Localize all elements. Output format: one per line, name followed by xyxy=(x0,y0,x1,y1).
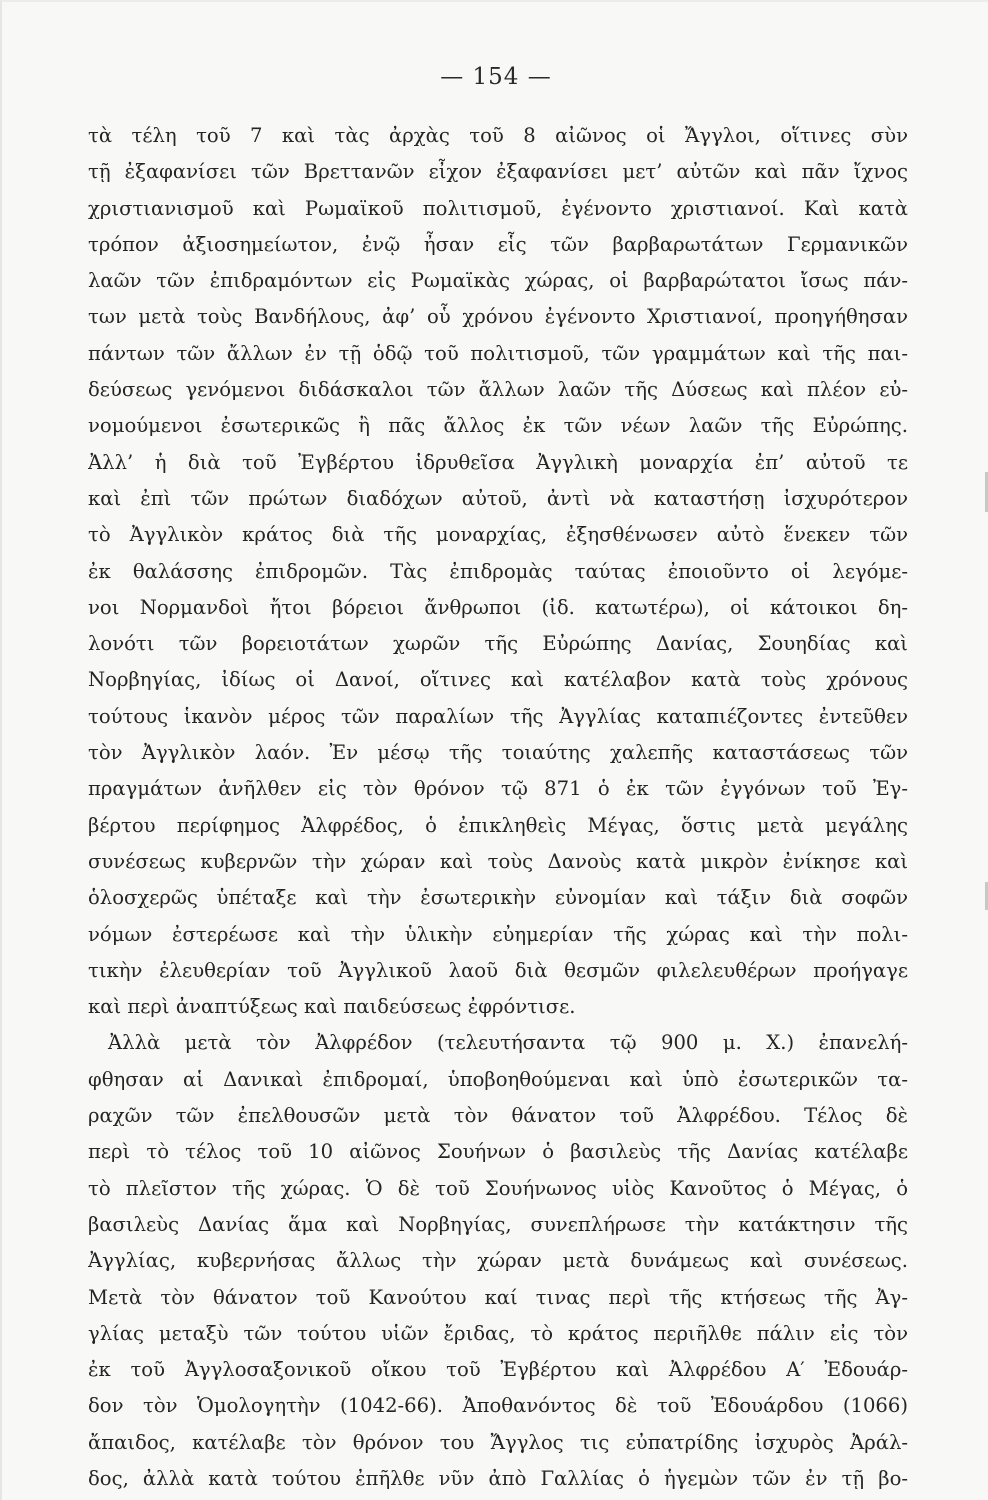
text-line: γλίας μεταξὺ τῶν τούτου υἱῶν ἔριδας, τὸ κράτος περιῆλθε πάλιν εἰς τὸν xyxy=(88,1321,908,1345)
text-line: πάντων τῶν ἄλλων ἐν τῇ ὁδῷ τοῦ πολιτισμοῦ, τῶν γραμμάτων καὶ τῆς παι- xyxy=(88,341,908,365)
text-line: τὸ πλεῖστον τῆς χώρας. Ὁ δὲ τοῦ Σουήνωνος υἱὸς Κανοῦτος ὁ Μέγας, ὁ xyxy=(88,1176,908,1200)
text-line: τικὴν ἐλευθερίαν τοῦ Ἀγγλικοῦ λαοῦ διὰ θεσμῶν φιλελευθέρων προήγαγε xyxy=(88,958,908,982)
text-line: περὶ τὸ τέλος τοῦ 10 αἰῶνος Σουήνων ὁ βασιλεὺς τῆς Δανίας κατέλαβε xyxy=(88,1140,908,1164)
text-line: βασιλεὺς Δανίας ἅμα καὶ Νορβηγίας, συνεπλήρωσε τὴν κατάκτησιν τῆς xyxy=(88,1212,908,1236)
text-line: ἐκ τοῦ Ἀγγλοσαξονικοῦ οἴκου τοῦ Ἐγβέρτου καὶ Ἀλφρέδου Α′ Ἐδουάρ- xyxy=(88,1358,908,1382)
body-text xyxy=(88,118,908,1497)
text-line: πραγμάτων ἀνῆλθεν εἰς τὸν θρόνον τῷ 871 ὁ ἐκ τῶν ἐγγόνων τοῦ Ἐγ- xyxy=(88,777,908,801)
text-line: δος, ἀλλὰ κατὰ τούτου ἐπῆλθε νῦν ἀπὸ Γαλλίας ὁ ἡγεμὼν τῶν ἐν τῇ βο- xyxy=(88,1466,908,1490)
text-line: φθησαν αἱ Δανικαὶ ἐπιδρομαί, ὑποβοηθούμεναι καὶ ὑπὸ ἐσωτερικῶν τα- xyxy=(88,1067,908,1091)
text-line: Ἀγγλίας, κυβερνήσας ἄλλως τὴν χώραν μετὰ δυνάμεως καὶ συνέσεως. xyxy=(88,1249,908,1273)
text-line: ἐκ θαλάσσης ἐπιδρομῶν. Τὰς ἐπιδρομὰς ταύτας ἐποιοῦντο οἱ λεγόμε- xyxy=(88,559,908,583)
text-line: νόμων ἐστερέωσε καὶ τὴν ὑλικὴν εὐημερίαν τῆς χώρας καὶ τὴν πολι- xyxy=(88,922,908,946)
text-line: βέρτου περίφημος Ἀλφρέδος, ὁ ἐπικληθεὶς Μέγας, ὅστις μετὰ μεγάλης xyxy=(88,813,908,837)
text-line: τῇ ἐξαφανίσει τῶν Βρεττανῶν εἶχον ἐξαφανίσει μετ’ αὐτῶν καὶ πᾶν ἴχνος xyxy=(88,160,908,184)
text-line: τρόπον ἀξιοσημείωτον, ἐνῷ ἦσαν εἷς τῶν βαρβαρωτάτων Γερμανικῶν xyxy=(88,232,908,256)
text-line: τὸ Ἀγγλικὸν κράτος διὰ τῆς μοναρχίας, ἐξησθένωσεν αὐτὸ ἕνεκεν τῶν xyxy=(88,523,908,547)
text-line: καὶ ἐπὶ τῶν πρώτων διαδόχων αὐτοῦ, ἀντὶ νὰ καταστήσῃ ἰσχυρότερον xyxy=(88,486,908,510)
text-line: τὰ τέλη τοῦ 7 καὶ τὰς ἀρχὰς τοῦ 8 αἰῶνος οἱ Ἄγγλοι, οἵτινες σὺν xyxy=(88,124,908,147)
text-line: ραχῶν τῶν ἐπελθουσῶν μετὰ τὸν θάνατον τοῦ Ἀλφρέδου. Τέλος δὲ xyxy=(88,1104,908,1128)
text-line: Ἀλλ’ ἡ διὰ τοῦ Ἐγβέρτου ἱδρυθεῖσα Ἀγγλικὴ μοναρχία ἐπ’ αὐτοῦ τε xyxy=(88,450,908,474)
text-line: ἄπαιδος, κατέλαβε τὸν θρόνον του Ἄγγλος τις εὐπατρίδης ἰσχυρὸς Ἀράλ- xyxy=(88,1430,908,1454)
text-line: χριστιανισμοῦ καὶ Ρωμαϊκοῦ πολιτισμοῦ, ἐγένοντο χριστιανοί. Καὶ κατὰ xyxy=(88,196,908,220)
text-line: των μετὰ τοὺς Βανδήλους, ἀφ’ οὗ χρόνου ἐγένοντο Χριστιανοί, προηγήθησαν xyxy=(88,305,908,329)
text-line: λαῶν τῶν ἐπιδραμόντων εἰς Ρωμαϊκὰς χώρας, οἱ βαρβαρώτατοι ἴσως πάν- xyxy=(88,269,908,293)
text-line: Ἀλλὰ μετὰ τὸν Ἀλφρέδον (τελευτήσαντα τῷ 900 μ. Χ.) ἐπανελή- xyxy=(108,1031,908,1055)
text-line: καὶ περὶ ἀναπτύξεως καὶ παιδεύσεως ἐφρόντισε. xyxy=(88,995,576,1019)
text-line: ὁλοσχερῶς ὑπέταξε καὶ τὴν ἐσωτερικὴν εὐνομίαν καὶ τάξιν διὰ σοφῶν xyxy=(88,886,908,910)
text-line: νοι Νορμανδοὶ ἤτοι βόρειοι ἄνθρωποι (ἰδ. κατωτέρω), οἱ κάτοικοι δη- xyxy=(88,595,908,619)
text-line: Μετὰ τὸν θάνατον τοῦ Κανούτου καί τινας περὶ τῆς κτήσεως τῆς Ἀγ- xyxy=(88,1285,908,1309)
text-line: τούτους ἱκανὸν μέρος τῶν παραλίων τῆς Ἀγγλίας καταπιέζοντες ἐντεῦθεν xyxy=(88,704,908,728)
text-line: δεύσεως γενόμενοι διδάσκαλοι τῶν ἄλλων λαῶν τῆς Δύσεως καὶ πλέον εὐ- xyxy=(88,378,908,402)
text-line: τὸν Ἀγγλικὸν λαόν. Ἐν μέσῳ τῆς τοιαύτης χαλεπῆς καταστάσεως τῶν xyxy=(88,741,908,765)
text-line: νομούμενοι ἐσωτερικῶς ἢ πᾶς ἄλλος ἐκ τῶν νέων λαῶν τῆς Εὐρώπης. xyxy=(88,414,908,438)
page-number: — 154 — xyxy=(440,64,552,90)
text-line: λονότι τῶν βορειοτάτων χωρῶν τῆς Εὐρώπης Δανίας, Σουηδίας καὶ xyxy=(88,632,908,656)
text-line: συνέσεως κυβερνῶν τὴν χώραν καὶ τοὺς Δανοὺς κατὰ μικρὸν ἐνίκησε καὶ xyxy=(88,849,908,873)
text-line: δον τὸν Ὁμολογητὴν (1042-66). Ἀποθανόντος δὲ τοῦ Ἐδουάρδου (1066) xyxy=(88,1394,908,1418)
text-line: Νορβηγίας, ἰδίως οἱ Δανοί, οἵτινες καὶ κατέλαβον κατὰ τοὺς χρόνους xyxy=(88,668,908,692)
